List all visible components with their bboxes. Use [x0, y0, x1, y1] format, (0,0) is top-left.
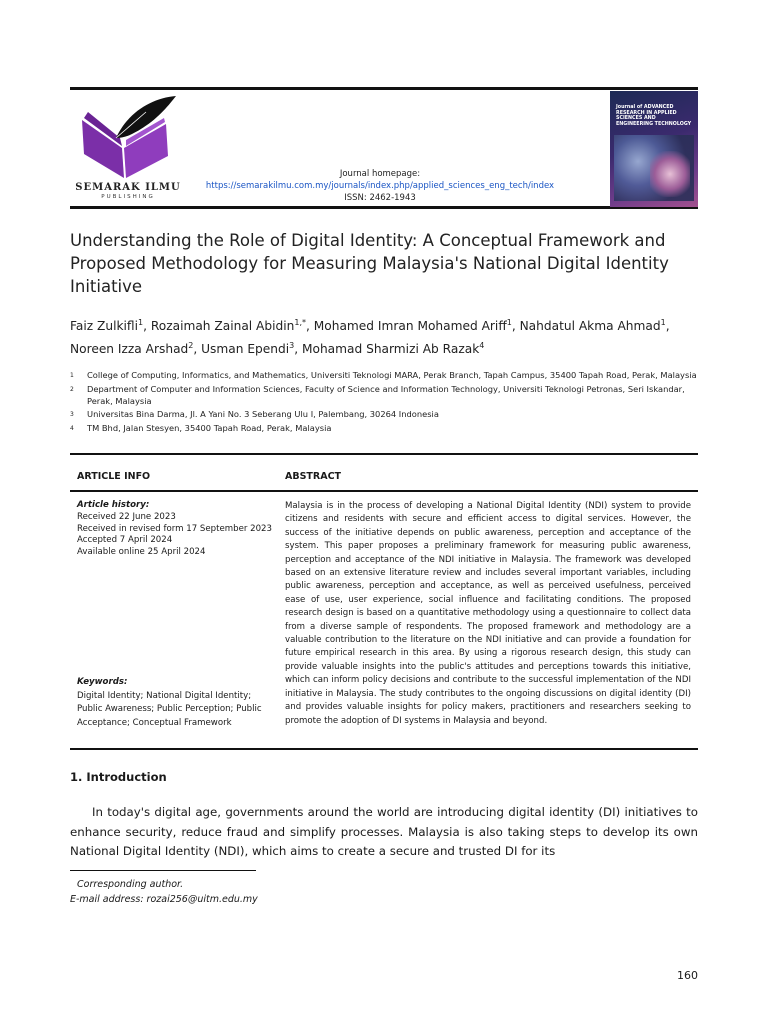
affiliation-item [70, 369, 700, 382]
author-list: Faiz Zulkifli$^1$, Rozaimah Zainal Abidin$^{1,*}$, Mohamed Imran Mohamed Ariff$^1$, Nahdatul Akma Ahmad$^1$, Noreen Izza Arshad$^2$, Usman Ependi$^3$, Mohamad Sharmizi Ab Razak$^4$ [70, 318, 670, 357]
article-history [77, 500, 277, 559]
author-affiliation-mark: 1 [660, 318, 666, 327]
journal-cover-image [610, 91, 698, 207]
corresponding-author-note: Corresponding author. [77, 879, 184, 890]
affiliation-number: 1 [70, 372, 74, 379]
affiliation-text: College of Computing, Informatics, and Mathematics, Universiti Teknologi MARA, Perak Branch, Tapah Campus, 35400 Tapah Road, Perak, Malaysia [87, 370, 697, 380]
homepage-link[interactable]: https://semarakilmu.com.my/journals/index.php/applied_sciences_eng_tech/index [205, 181, 555, 191]
email-address: E-mail address: rozai256@uitm.edu.my [70, 894, 258, 905]
keywords-label: Keywords: [77, 677, 128, 687]
author-affiliation-mark: 1 [137, 318, 144, 327]
abstract-heading: ABSTRACT [285, 471, 342, 482]
keywords-text: Digital Identity; National Digital Identity; Public Awareness; Public Perception; Public Acceptance; Conceptual Framework [77, 690, 262, 728]
footnote [70, 877, 258, 907]
author-affiliation-mark: 4 [479, 341, 485, 351]
author-affiliation-mark: 2 [188, 341, 194, 351]
history-item: Received 22 June 2023 [77, 511, 176, 522]
author-name: Noreen Izza Arshad [70, 342, 189, 357]
affiliation-number: 4 [70, 425, 74, 432]
affiliation-item [70, 408, 700, 421]
page-number: 160 [677, 969, 698, 982]
affiliation-text: Department of Computer and Information Sciences, Faculty of Science and Information Technology, Universiti Teknologi Petronas, Seri Iskandar, Perak, Malaysia [87, 384, 685, 406]
affiliation-number: 3 [70, 411, 74, 418]
author-affiliation-mark: 1 [506, 318, 512, 327]
article-info-table [70, 453, 698, 750]
journal-homepage-block [190, 168, 570, 204]
author-name: Faiz Zulkifli [70, 319, 138, 334]
affiliation-item [70, 422, 700, 435]
author-name: Usman Ependi [201, 342, 290, 357]
article-info-heading: ARTICLE INFO [77, 471, 151, 482]
author-name: Nahdatul Akma Ahmad [519, 319, 661, 334]
author-affiliation-mark: 1,* [294, 318, 306, 327]
author-name: Mohamad Sharmizi Ab Razak [301, 342, 480, 357]
affiliation-item [70, 383, 700, 407]
affiliation-number: 2 [70, 386, 74, 393]
history-item: Available online 25 April 2024 [77, 547, 206, 558]
homepage-label: Journal homepage: [339, 169, 421, 179]
affiliation-text: Universitas Bina Darma, Jl. A Yani No. 3 Seberang Ulu I, Palembang, 30264 Indonesia [87, 409, 439, 419]
history-item: Accepted 7 April 2024 [77, 535, 173, 546]
section-heading: 1. Introduction [70, 770, 167, 784]
author-name: Mohamed Imran Mohamed Ariff [313, 319, 507, 334]
publisher-name: SEMARAK ILMU [75, 182, 181, 193]
issn: ISSN: 2462-1943 [344, 193, 416, 203]
keywords-block [77, 676, 277, 730]
paper-title: Understanding the Role of Digital Identity: A Conceptual Framework and Proposed Methodology for Measuring Malaysia's National Digital Identity Initiative [70, 231, 669, 296]
publisher-sub: PUBLISHING [101, 194, 155, 200]
cover-title: Journal of ADVANCED RESEARCH IN APPLIED SCIENCES AND ENGINEERING TECHNOLOGY [616, 105, 692, 127]
author-name: Rozaimah Zainal Abidin [150, 319, 295, 334]
abstract-text: Malaysia is in the process of developing a National Digital Identity (NDI) system to provide citizens and residents with secure and efficient access to digital services. However, the success of the initiative depends on public awareness, perception and acceptance of the system. This paper proposes a preliminary framework for measuring public awareness, perception and acceptance of the NDI initiative in Malaysia. The framework was developed based on an extensive literature review and includes several important variables, including public awareness, perception and acceptance, as well as perceived usefulness, perceived ease of use, user experience, social influence and facilitating conditions. The proposed research design is based on a quantitative methodology using a questionnaire to collect data from a diverse sample of respondents. The proposed framework and methodology are a valuable contribution to the literature on the NDI initiative and can provide a foundation for future empirical research in this area. By using a rigorous research design, this study can provide valuable insights into the public's attitudes and perceptions towards this initiative, which can inform policy decisions and contribute to the successful implementation of the NDI initiative in Malaysia. The study contributes to the ongoing discussions on digital identity (DI) and provides valuable insights for policy makers, practitioners and researchers seeking to promote the adoption of DI systems in Malaysia and beyond. [285, 501, 691, 726]
article-info-header [70, 455, 698, 492]
journal-header [70, 87, 698, 209]
history-label: Article history: [77, 500, 150, 510]
footnote-rule [70, 870, 256, 871]
book-quill-icon [72, 92, 184, 182]
affiliation-text: TM Bhd, Jalan Stesyen, 35400 Tapah Road, Perak, Malaysia [87, 423, 332, 433]
affiliations [70, 369, 700, 436]
history-item: Received in revised form 17 September 2023 [77, 523, 272, 534]
author-affiliation-mark: 3 [289, 341, 295, 351]
cover-photo-accent [650, 151, 690, 197]
intro-paragraph: In today's digital age, governments around the world are introducing digital identity (DI) initiatives to enhance security, reduce fraud and simplify processes. Malaysia is also taking steps to develop its own National Digital Identity (NDI), which aims to create a secure and trusted DI for its [70, 805, 698, 859]
